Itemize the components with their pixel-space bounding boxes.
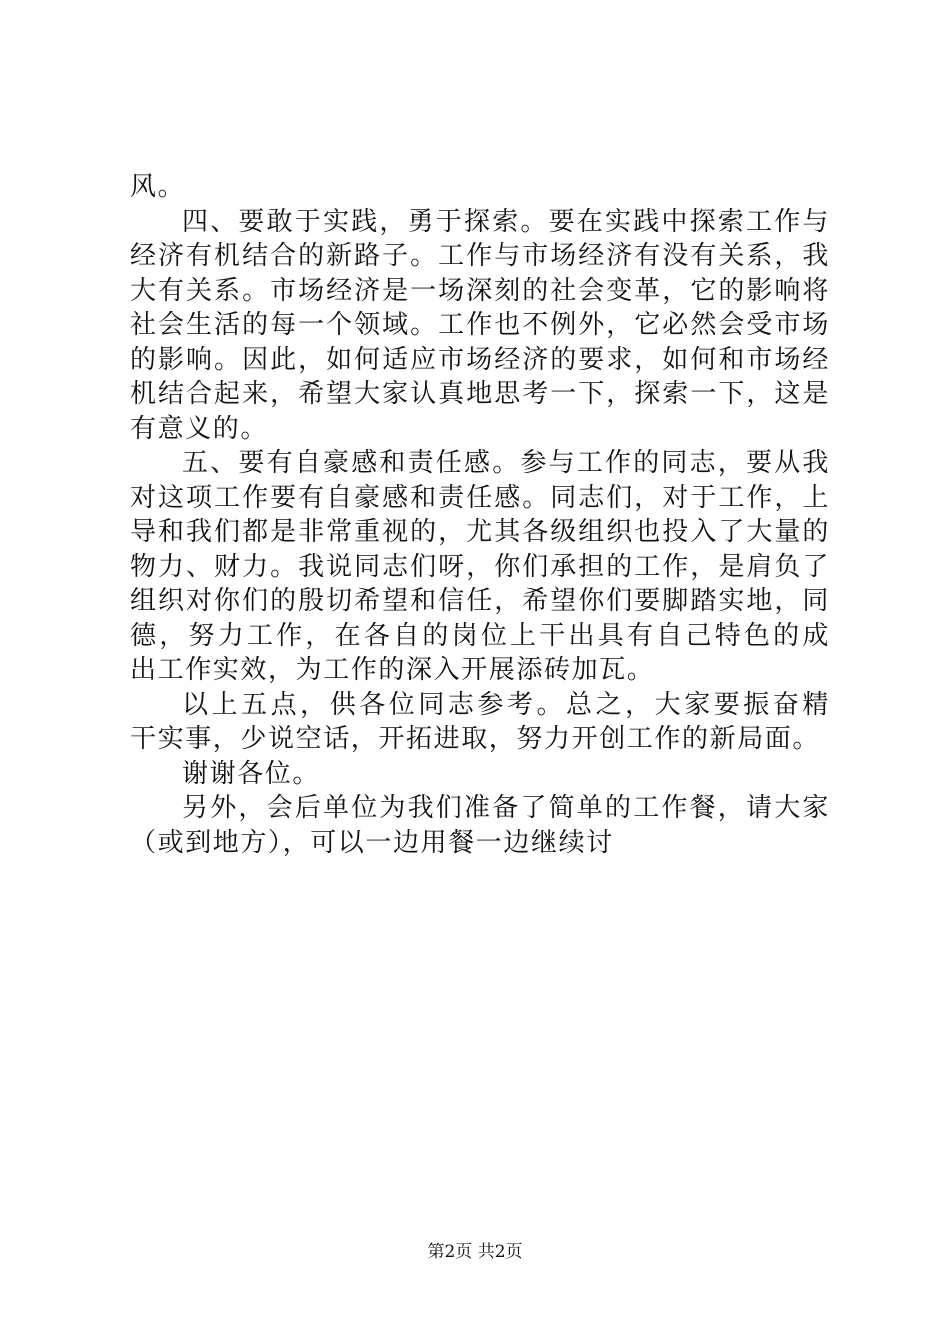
text-line: 物力、财力。我说同志们呀，你们承担的工作，是肩负了: [130, 551, 830, 582]
thanks-line: 谢谢各位。: [182, 758, 321, 789]
text-line: 机结合起来，希望大家认真地思考一下，探索一下，这是: [130, 379, 830, 409]
text-line: 组织对你们的殷切希望和信任，希望你们要脚踏实地，同: [130, 586, 830, 616]
page-number-label: 第2页 共2页: [427, 1242, 523, 1262]
paragraph-summary-start: 以上五点，供各位同志参考。总之，大家要振奋精: [182, 689, 830, 720]
text-line: 德，努力工作，在各自的岗位上干出具有自己特色的成: [130, 620, 830, 651]
document-body: [130, 170, 830, 860]
text-line: 大有关系。市场经济是一场深刻的社会变革，它的影响将: [130, 275, 830, 306]
paragraph-four-start: 四、要敢于实践，勇于探索。要在实践中探索工作与: [182, 206, 830, 237]
paragraph-closing-start: 另外，会后单位为我们准备了简单的工作餐，请大家: [182, 793, 830, 823]
text-line: 的影响。因此，如何适应市场经济的要求，如何和市场经: [130, 344, 830, 375]
text-line: （或到地方），可以一边用餐一边继续讨: [130, 827, 614, 858]
text-line: 有意义的。: [130, 413, 269, 444]
text-line: 风。: [130, 172, 186, 202]
text-line: 经济有机结合的新路子。工作与市场经济有没有关系，我: [130, 241, 830, 271]
text-line: 干实事，少说空话，开拓进取，努力开创工作的新局面。: [130, 724, 821, 754]
text-line: 社会生活的每一个领域。工作也不例外，它必然会受市场: [130, 310, 830, 340]
paragraph-five-start: 五、要有自豪感和责任感。参与工作的同志，要从我: [182, 448, 830, 478]
text-line: 导和我们都是非常重视的，尤其各级组织也投入了大量的: [130, 517, 830, 547]
page-footer: [0, 1240, 950, 1264]
text-line: 出工作实效，为工作的深入开展添砖加瓦。: [130, 655, 655, 685]
text-line: 对这项工作要有自豪感和责任感。同志们，对于工作，上: [130, 482, 830, 513]
